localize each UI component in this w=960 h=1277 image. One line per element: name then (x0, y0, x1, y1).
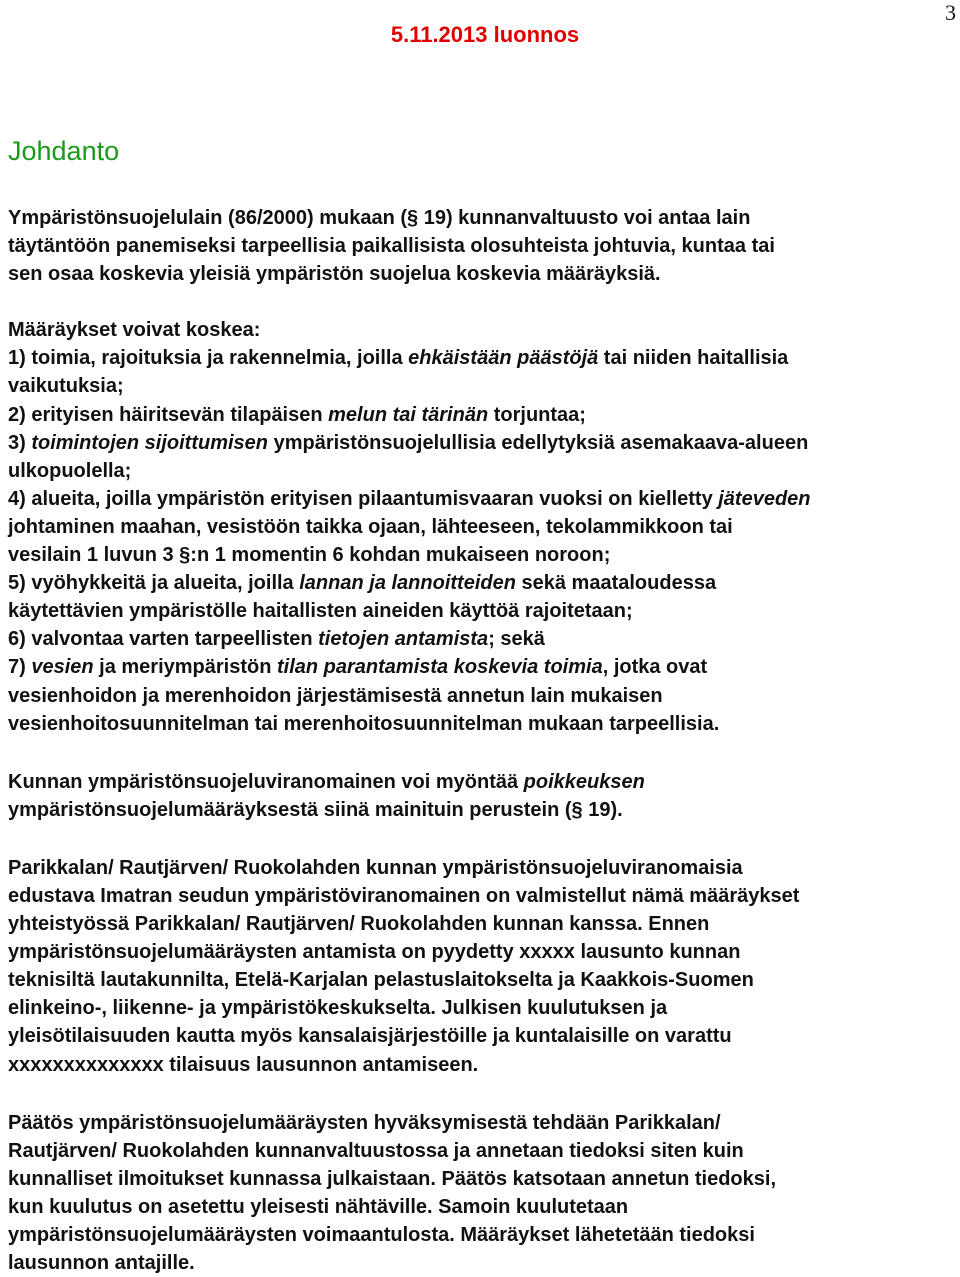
decision-line: kun kuulutus on asetettu yleisesti nähtäville. Samoin kuulutetaan (8, 1195, 629, 1218)
list-item-3: 3) toimintojen sijoittumisen ympäristönsuojelullisia edellytyksiä asemakaava-alueen (8, 431, 809, 454)
list-item-1: 1) toimia, rajoituksia ja rakennelmia, joilla ehkäistään päästöjä tai niiden haitallisia (8, 347, 789, 370)
list-item-4-cont: johtaminen maahan, vesistöön taikka ojaan, lähteeseen, tekolammikkoon tai (8, 515, 733, 538)
section-heading: Johdanto (8, 136, 120, 166)
intro-line: täytäntöön panemiseksi tarpeellisia paikallisista olosuhteista johtuvia, kuntaa tai (8, 235, 775, 258)
preparation-line: Parikkalan/ Rautjärven/ Ruokolahden kunnan ympäristönsuojeluviranomaisia (8, 856, 743, 879)
preparation-line: yleisötilaisuuden kautta myös kansalaisjärjestöille ja kuntalaisille on varattu (8, 1025, 732, 1048)
page-number: 3 (945, 0, 956, 25)
document-body (8, 204, 960, 1277)
preparation-line: edustava Imatran seudun ympäristöviranomainen on valmistellut nämä määräykset (8, 884, 800, 907)
preparation-line: yhteistyössä Parikkalan/ Rautjärven/ Ruokolahden kunnan kanssa. Ennen (8, 913, 710, 936)
exceptions-line: ympäristönsuojelumääräyksestä siinä mainituin perustein (§ 19). (8, 798, 623, 821)
preparation-line: elinkeino-, liikenne- ja ympäristökeskukselta. Julkisen kuulutuksen ja (8, 997, 668, 1020)
list-item-2: 2) erityisen häiritsevän tilapäisen melun tai tärinän torjuntaa; (8, 403, 586, 426)
intro-line: Ympäristönsuojelulain (86/2000) mukaan (§ 19) kunnanvaltuusto voi antaa lain (8, 207, 751, 229)
decision-line: Rautjärven/ Ruokolahden kunnanvaltuustossa ja annetaan tiedoksi siten kuin (8, 1139, 744, 1162)
list-item-3-cont: ulkopuolella; (8, 459, 132, 482)
draft-label: 5.11.2013 luonnos (390, 22, 580, 47)
list-item-4: 4) alueita, joilla ympäristön erityisen pilaantumisvaaran vuoksi on kielletty jäteveden (8, 487, 811, 510)
decision-line: Päätös ympäristönsuojelumääräysten hyväksymisestä tehdään Parikkalan/ (8, 1111, 721, 1134)
intro-line: sen osaa koskevia yleisiä ympäristön suojelua koskevia määräyksiä. (8, 263, 661, 286)
list-item-1-cont: vaikutuksia; (8, 375, 124, 398)
preparation-line: teknisiltä lautakunnilta, Etelä-Karjalan pelastuslaitokselta ja Kaakkois-Suomen (8, 969, 754, 992)
list-item-7-cont: vesienhoitosuunnitelman tai merenhoitosuunnitelman mukaan tarpeellisia. (8, 712, 720, 735)
list-item-6: 6) valvontaa varten tarpeellisten tietojen antamista; sekä (8, 628, 545, 651)
list-lead: Määräykset voivat koskea: (8, 319, 261, 342)
decision-line: lausunnon antajille. (8, 1252, 195, 1275)
preparation-line: ympäristönsuojelumääräysten antamista on pyydetty xxxxx lausunto kunnan (8, 941, 741, 964)
list-item-4-cont: vesilain 1 luvun 3 §:n 1 momentin 6 kohdan mukaiseen noroon; (8, 544, 611, 567)
list-item-5-cont: käytettävien ympäristölle haitallisten aineiden käyttöä rajoitetaan; (8, 600, 633, 623)
list-item-7: 7) vesien ja meriympäristön tilan parantamista koskevia toimia, jotka ovat (8, 656, 708, 679)
decision-line: kunnalliset ilmoitukset kunnassa julkaistaan. Päätös katsotaan annetun tiedoksi, (8, 1167, 777, 1190)
list-item-7-cont: vesienhoidon ja merenhoidon järjestämisestä annetun lain mukaisen (8, 684, 663, 707)
preparation-line: xxxxxxxxxxxxxx tilaisuus lausunnon antamiseen. (8, 1053, 479, 1076)
list-item-5: 5) vyöhykkeitä ja alueita, joilla lannan ja lannoitteiden sekä maataloudessa (8, 572, 717, 595)
exceptions-line: Kunnan ympäristönsuojeluviranomainen voi myöntää poikkeuksen (8, 770, 645, 793)
decision-line: ympäristönsuojelumääräysten voimaantulosta. Määräykset lähetetään tiedoksi (8, 1224, 755, 1246)
